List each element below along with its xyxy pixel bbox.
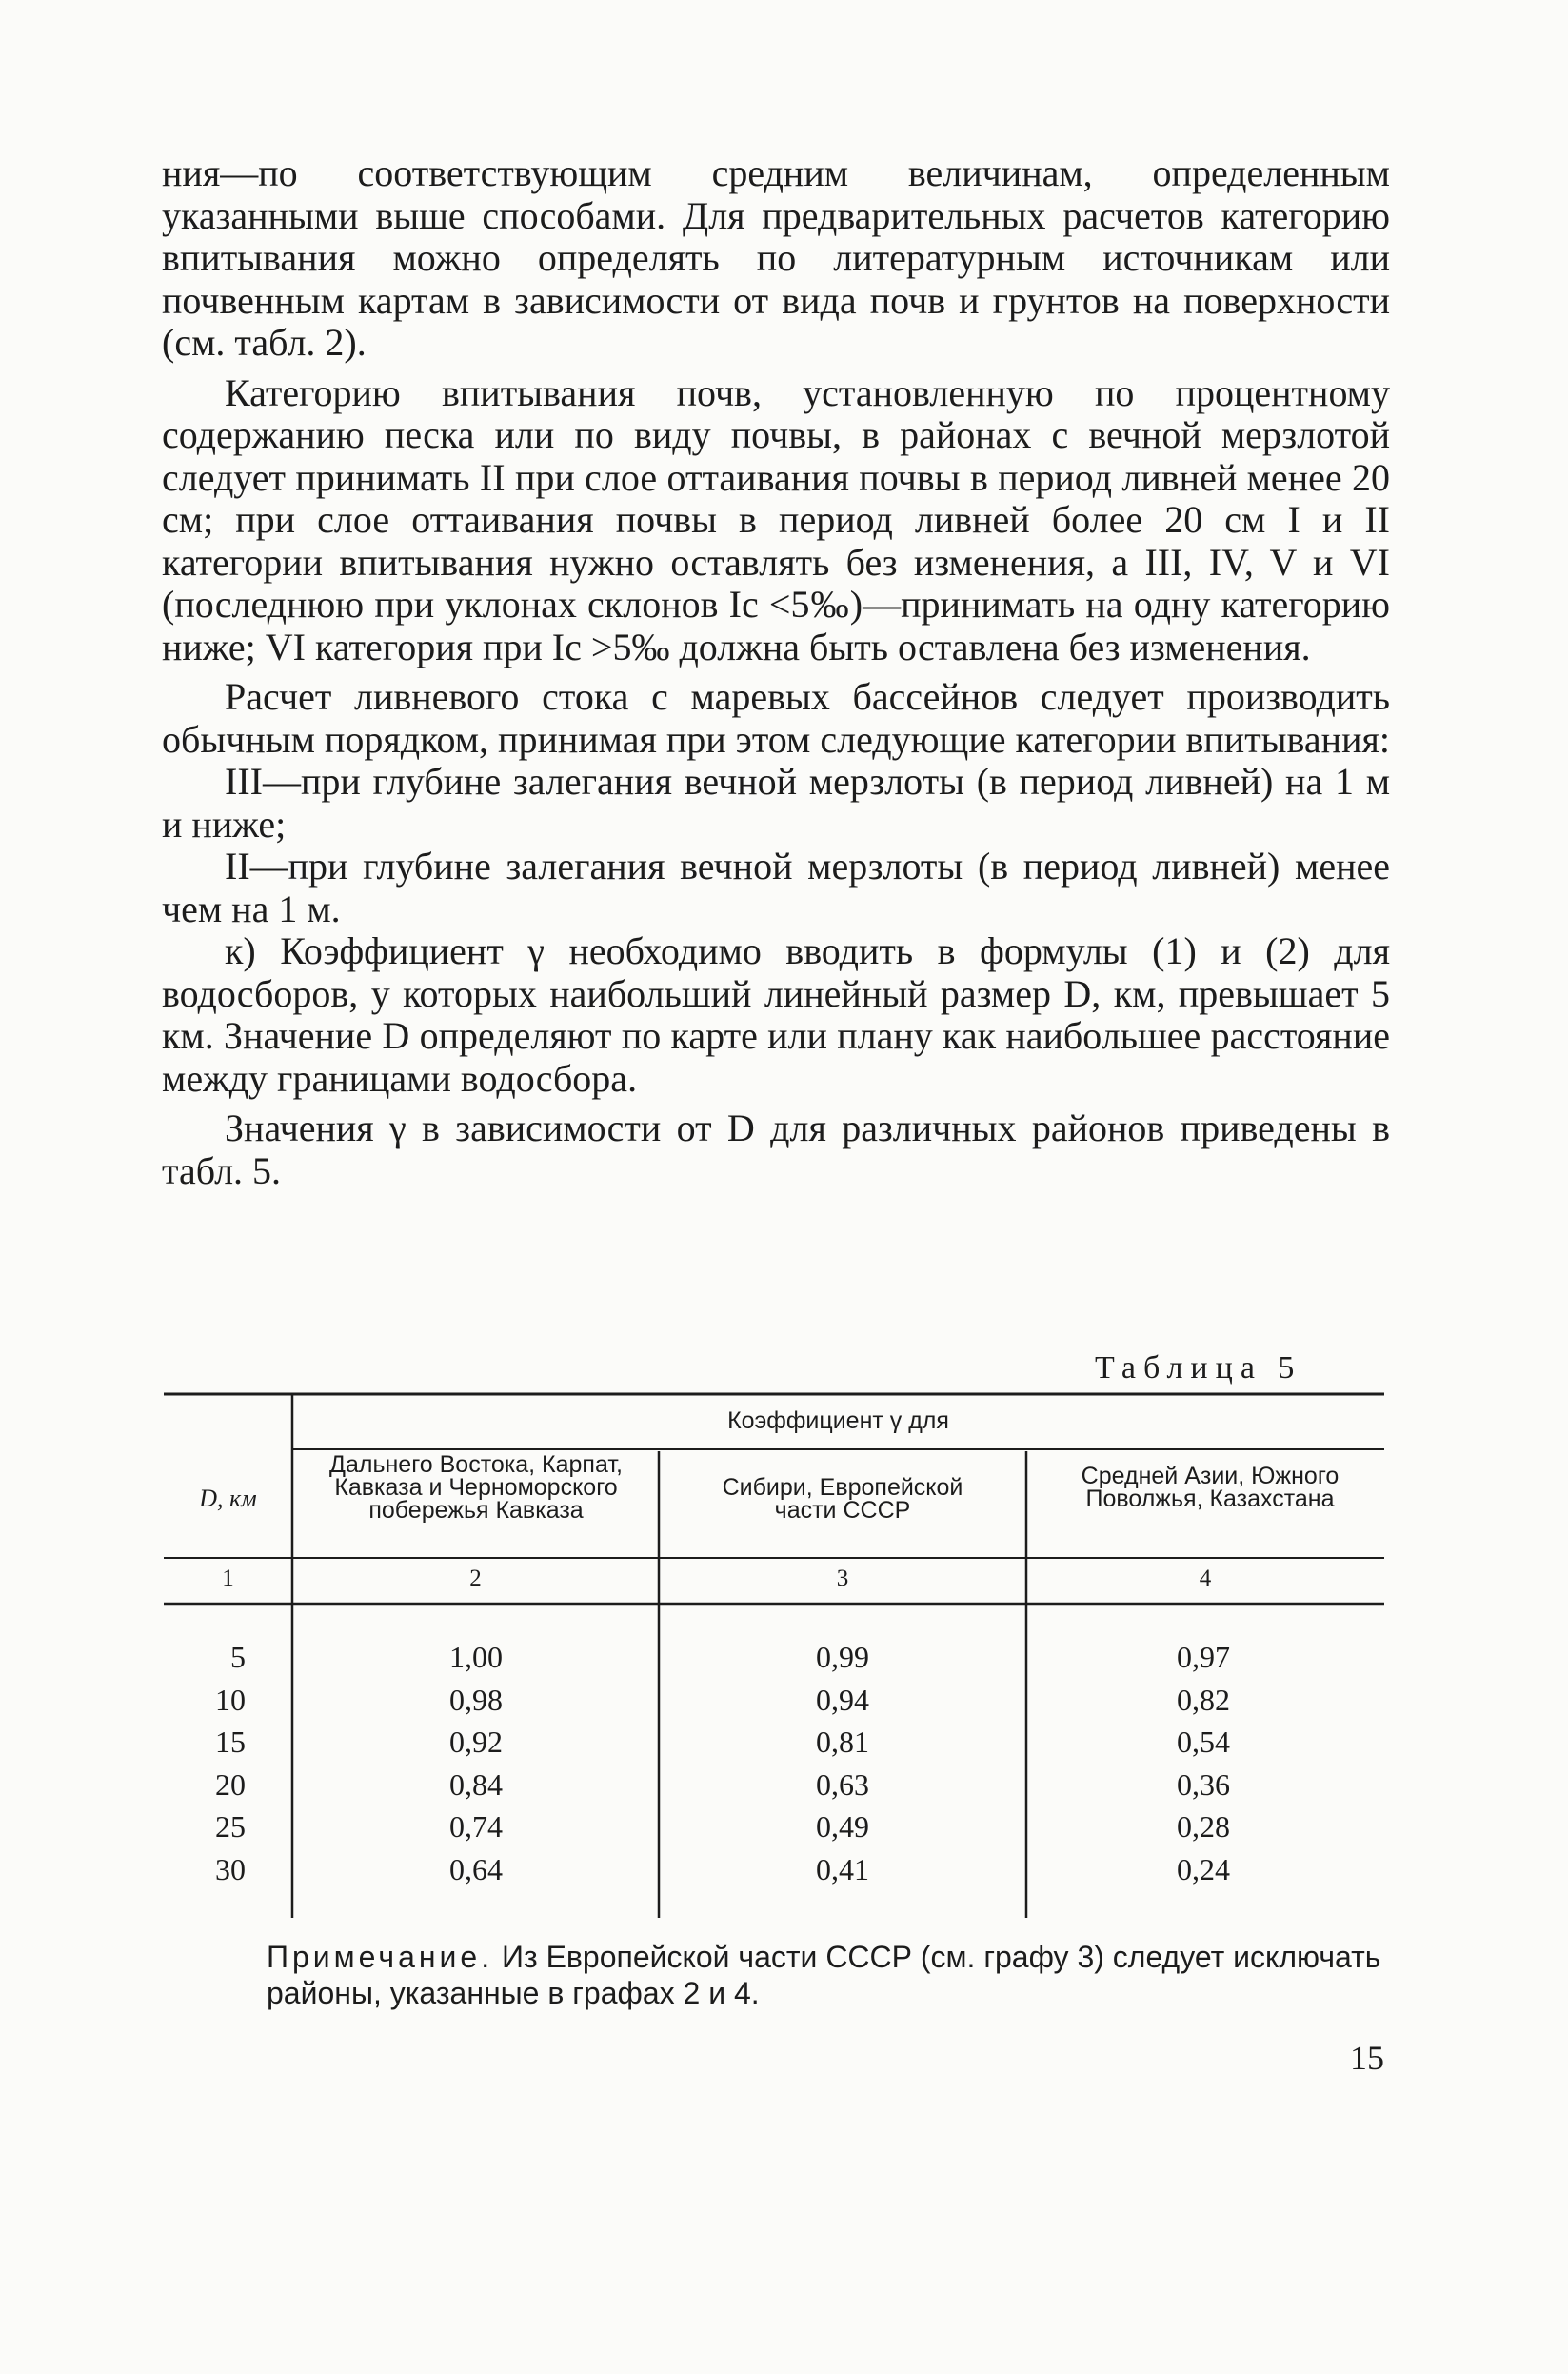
paragraph-table-reference: Значения γ в зависимости от D для различных районов приведены в табл. 5. xyxy=(162,1107,1390,1192)
body-text xyxy=(162,152,1390,1192)
table-cell: 0,82 xyxy=(1177,1682,1230,1717)
header-d: D, км xyxy=(199,1485,257,1512)
paragraph-category-ii: II—при глубине залегания вечной мерзлоты (в период ливней) менее чем на 1 м. xyxy=(162,845,1390,930)
paragraph-mari-basins: Расчет ливневого стока с маревых бассейнов следует производить обычным порядком, принимая при этом следующие категории впитывания: xyxy=(162,675,1390,761)
table-cell: 0,54 xyxy=(1177,1725,1230,1759)
table-cell: 0,92 xyxy=(449,1725,503,1759)
table-cell: 0,98 xyxy=(449,1682,503,1717)
col-number-1: 1 xyxy=(222,1566,234,1591)
page-number: 15 xyxy=(1350,2039,1384,2077)
table-note xyxy=(267,1939,1384,2011)
table-cell: 1,00 xyxy=(449,1640,503,1674)
note-label: Примечание. xyxy=(267,1940,494,1974)
table-cell: 0,81 xyxy=(816,1725,869,1759)
column-2-values xyxy=(428,1636,524,1890)
paragraph-category-iii: III—при глубине залегания вечной мерзлоты (в период ливней) на 1 м и ниже; xyxy=(162,760,1390,846)
header-col-4: Средней Азии, Южного Поволжья, Казахстана xyxy=(1081,1463,1340,1512)
table-cell: 0,84 xyxy=(449,1766,503,1802)
table-caption: Таблица 5 xyxy=(1095,1350,1302,1386)
table-cell: 30 xyxy=(215,1851,246,1886)
table-cell: 25 xyxy=(215,1809,246,1844)
paragraph-continuation: ния—по соответствующим средним величинам, определенным указанными выше способами. Для предварительных расчетов категорию впитывания можно определять по литературным источникам или почвенным картам в зависимости от вида почв и грунтов на поверхности (см. табл. 2). xyxy=(162,151,1390,364)
paragraph-permafrost: Категорию впитывания почв, установленную по процентному содержанию песка или по виду почвы, в районах с вечной мерзлотой следует принимать II при слое оттаивания почвы в период ливней менее 20 см; при слое оттаивания почвы в период ливней более 20 см I и II категории впитывания нужно оставлять без изменения, а III, IV, V и VI (последнюю при уклонах склонов Ic <5‰)—принимать на одну категорию ниже; VI категория при Ic >5‰ должна быть оставлена без изменения. xyxy=(162,370,1391,668)
paragraph-gamma-coefficient: к) Коэффициент γ необходимо вводить в формулы (1) и (2) для водосборов, у которых наибольший линейный размер D, км, превышает 5 км. Значение D определяют по карте или плану как наибольшее расстояние между границами водосбора. xyxy=(162,929,1390,1100)
table-cell: 0,24 xyxy=(1177,1851,1230,1886)
table-cell: 0,74 xyxy=(449,1809,503,1844)
table-cell: 5 xyxy=(230,1640,246,1674)
column-3-values xyxy=(795,1636,890,1890)
table-cell: 10 xyxy=(215,1682,246,1717)
header-group: Коэффициент γ для xyxy=(727,1407,949,1434)
table-cell: 15 xyxy=(215,1725,246,1759)
table-cell: 0,36 xyxy=(1177,1766,1230,1802)
col-number-2: 2 xyxy=(469,1566,482,1591)
header-col-2: Дальнего Востока, Карпат, Кавказа и Черноморского побережья Кавказа xyxy=(329,1451,623,1524)
column-d-values xyxy=(164,1636,246,1890)
table-cell: 0,63 xyxy=(816,1766,869,1802)
note-text: Из Европейской части СССР (см. графу 3) следует исключать районы, указанные в графах 2 и 4. xyxy=(267,1940,1381,2010)
table-cell: 0,64 xyxy=(449,1851,503,1886)
table-cell: 0,99 xyxy=(816,1640,869,1674)
table-cell: 0,41 xyxy=(816,1851,869,1886)
col-number-3: 3 xyxy=(836,1566,849,1591)
table-cell: 20 xyxy=(215,1766,246,1802)
table-cell: 0,49 xyxy=(816,1809,869,1844)
table-cell: 0,28 xyxy=(1177,1809,1230,1844)
column-4-values xyxy=(1156,1636,1251,1890)
col-number-4: 4 xyxy=(1199,1566,1212,1591)
table-cell: 0,97 xyxy=(1177,1640,1230,1674)
header-col-3: Сибири, Европейской части СССР xyxy=(722,1474,963,1524)
table-cell: 0,94 xyxy=(816,1682,869,1717)
coefficient-table xyxy=(164,1392,1384,1925)
